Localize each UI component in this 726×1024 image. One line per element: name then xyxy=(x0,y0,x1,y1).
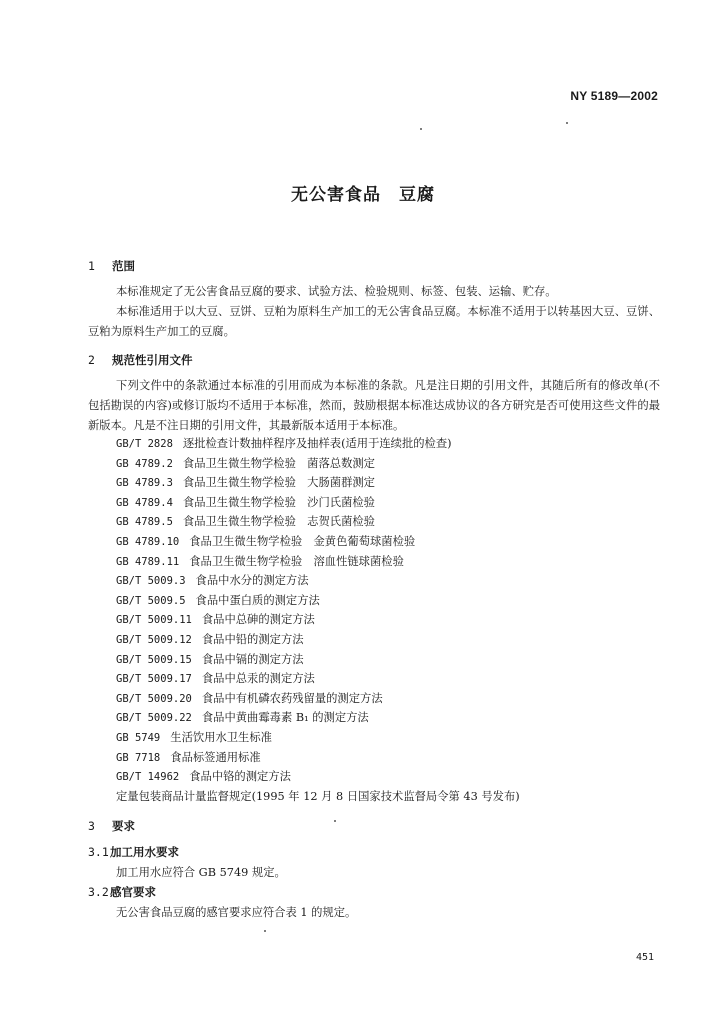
reference-title: 食品中镉的测定方法 xyxy=(201,652,304,666)
reference-code: GB 4789.3 xyxy=(116,477,173,490)
section-1-heading xyxy=(88,258,135,274)
reference-code: GB/T 5009.12 xyxy=(116,633,192,646)
reference-code: GB/T 5009.15 xyxy=(116,653,192,666)
reference-title: 食品中铅的测定方法 xyxy=(201,632,304,646)
scan-speck xyxy=(334,820,336,822)
reference-title: 食品中铬的测定方法 xyxy=(189,770,291,784)
reference-title: 食品中蛋白质的测定方法 xyxy=(195,593,320,607)
reference-item xyxy=(116,748,520,768)
reference-title: 食品卫生微生物学检验 菌落总数测定 xyxy=(182,456,375,470)
section-2-title: 规范性引用文件 xyxy=(112,353,193,367)
section-2-heading xyxy=(88,352,193,368)
reference-item xyxy=(116,512,520,532)
subsection-3-1-text: 加工用水应符合 GB 5749 规定。 xyxy=(116,866,286,879)
reference-item xyxy=(116,728,520,748)
reference-item xyxy=(116,434,520,454)
subsection-3-2-title: 感官要求 xyxy=(110,885,156,899)
reference-title: 食品中总砷的测定方法 xyxy=(201,613,315,627)
section-3-number: 3 xyxy=(88,819,95,833)
reference-item xyxy=(116,571,520,591)
reference-title: 食品卫生微生物学检验 金黄色葡萄球菌检验 xyxy=(189,534,416,548)
reference-code: GB 4789.10 xyxy=(116,535,180,548)
reference-title: 食品中水分的测定方法 xyxy=(195,574,309,588)
reference-title: 定量包装商品计量监督规定(1995 年 12 月 8 日国家技术监督局令第 43 号发布) xyxy=(116,789,520,803)
section-3-heading xyxy=(88,818,135,834)
scan-speck xyxy=(566,122,568,124)
section-3-title: 要求 xyxy=(112,819,135,833)
reference-code: GB/T 2828 xyxy=(116,438,173,450)
reference-code: GB 4789.2 xyxy=(116,457,173,470)
reference-item xyxy=(116,532,520,552)
reference-title: 食品卫生微生物学检验 溶血性链球菌检验 xyxy=(189,554,404,568)
reference-title: 食品标签通用标准 xyxy=(170,750,261,764)
reference-code: GB 5749 xyxy=(116,731,161,744)
reference-code: GB 4789.11 xyxy=(116,555,180,568)
reference-item xyxy=(116,630,520,650)
reference-code: GB/T 14962 xyxy=(116,771,180,784)
subsection-3-1-heading xyxy=(88,844,179,860)
reference-code: GB/T 5009.11 xyxy=(116,614,192,627)
section-1-paragraph-2: 本标准适用于以大豆、豆饼、豆粕为原料生产加工的无公害食品豆腐。本标准不适用于以转基因大豆、豆饼、豆粕为原料生产加工的豆腐。 xyxy=(88,305,660,338)
document-title: 无公害食品 豆腐 xyxy=(291,185,435,205)
reference-title: 食品卫生微生物学检验 沙门氏菌检验 xyxy=(182,495,375,509)
subsection-3-1-title: 加工用水要求 xyxy=(110,845,179,859)
reference-code: GB 4789.5 xyxy=(116,516,173,529)
section-1-paragraph-1: 本标准规定了无公害食品豆腐的要求、试验方法、检验规则、标签、包装、运输、贮存。 xyxy=(116,285,557,298)
reference-title: 食品中黄曲霉毒素 B₁ 的测定方法 xyxy=(201,711,369,725)
reference-item xyxy=(116,689,520,709)
reference-code: GB/T 5009.5 xyxy=(116,594,186,607)
section-2-intro: 下列文件中的条款通过本标准的引用而成为本标准的条款。凡是注日期的引用文件，其随后所有的修改单(不包括勘误的内容)或修订版均不适用于本标准，然而，鼓励根据本标准达成协议的各方研究是否可使用这些文件的最新版本。凡是不注日期的引用文件，其最新版本适用于本标准。 xyxy=(88,379,660,432)
reference-item xyxy=(116,473,520,493)
reference-code: GB/T 5009.3 xyxy=(116,575,186,588)
reference-code: GB/T 5009.17 xyxy=(116,673,192,686)
reference-code: GB/T 5009.22 xyxy=(116,712,192,725)
reference-item xyxy=(116,650,520,670)
reference-code: GB 7718 xyxy=(116,751,161,764)
reference-item xyxy=(116,767,520,787)
reference-item xyxy=(116,610,520,630)
reference-item xyxy=(116,669,520,689)
reference-title: 食品中有机磷农药残留量的测定方法 xyxy=(201,691,383,705)
reference-title: 逐批检查计数抽样程序及抽样表(适用于连续批的检查) xyxy=(182,437,452,450)
reference-item xyxy=(116,454,520,474)
subsection-3-2-text: 无公害食品豆腐的感官要求应符合表 1 的规定。 xyxy=(116,906,357,919)
normative-references-list xyxy=(116,434,520,806)
subsection-3-2-heading xyxy=(88,884,156,900)
reference-title: 食品中总汞的测定方法 xyxy=(201,672,315,686)
subsection-3-1-number: 3.1 xyxy=(88,845,109,859)
section-1-number: 1 xyxy=(88,259,95,273)
reference-item xyxy=(116,591,520,611)
scan-speck xyxy=(264,930,266,932)
reference-item xyxy=(116,493,520,513)
reference-title: 食品卫生微生物学检验 大肠菌群测定 xyxy=(182,476,375,490)
reference-item xyxy=(116,552,520,572)
reference-item xyxy=(116,708,520,728)
subsection-3-2-number: 3.2 xyxy=(88,885,109,899)
reference-title: 生活饮用水卫生标准 xyxy=(170,730,272,744)
section-2-number: 2 xyxy=(88,353,95,367)
scan-speck xyxy=(420,128,422,130)
standard-number: NY 5189—2002 xyxy=(570,89,658,103)
reference-title: 食品卫生微生物学检验 志贺氏菌检验 xyxy=(182,515,375,529)
page-number: 451 xyxy=(635,952,654,963)
reference-code: GB 4789.4 xyxy=(116,496,173,509)
reference-item xyxy=(116,787,520,807)
section-1-title: 范围 xyxy=(112,259,135,273)
reference-code: GB/T 5009.20 xyxy=(116,692,192,705)
